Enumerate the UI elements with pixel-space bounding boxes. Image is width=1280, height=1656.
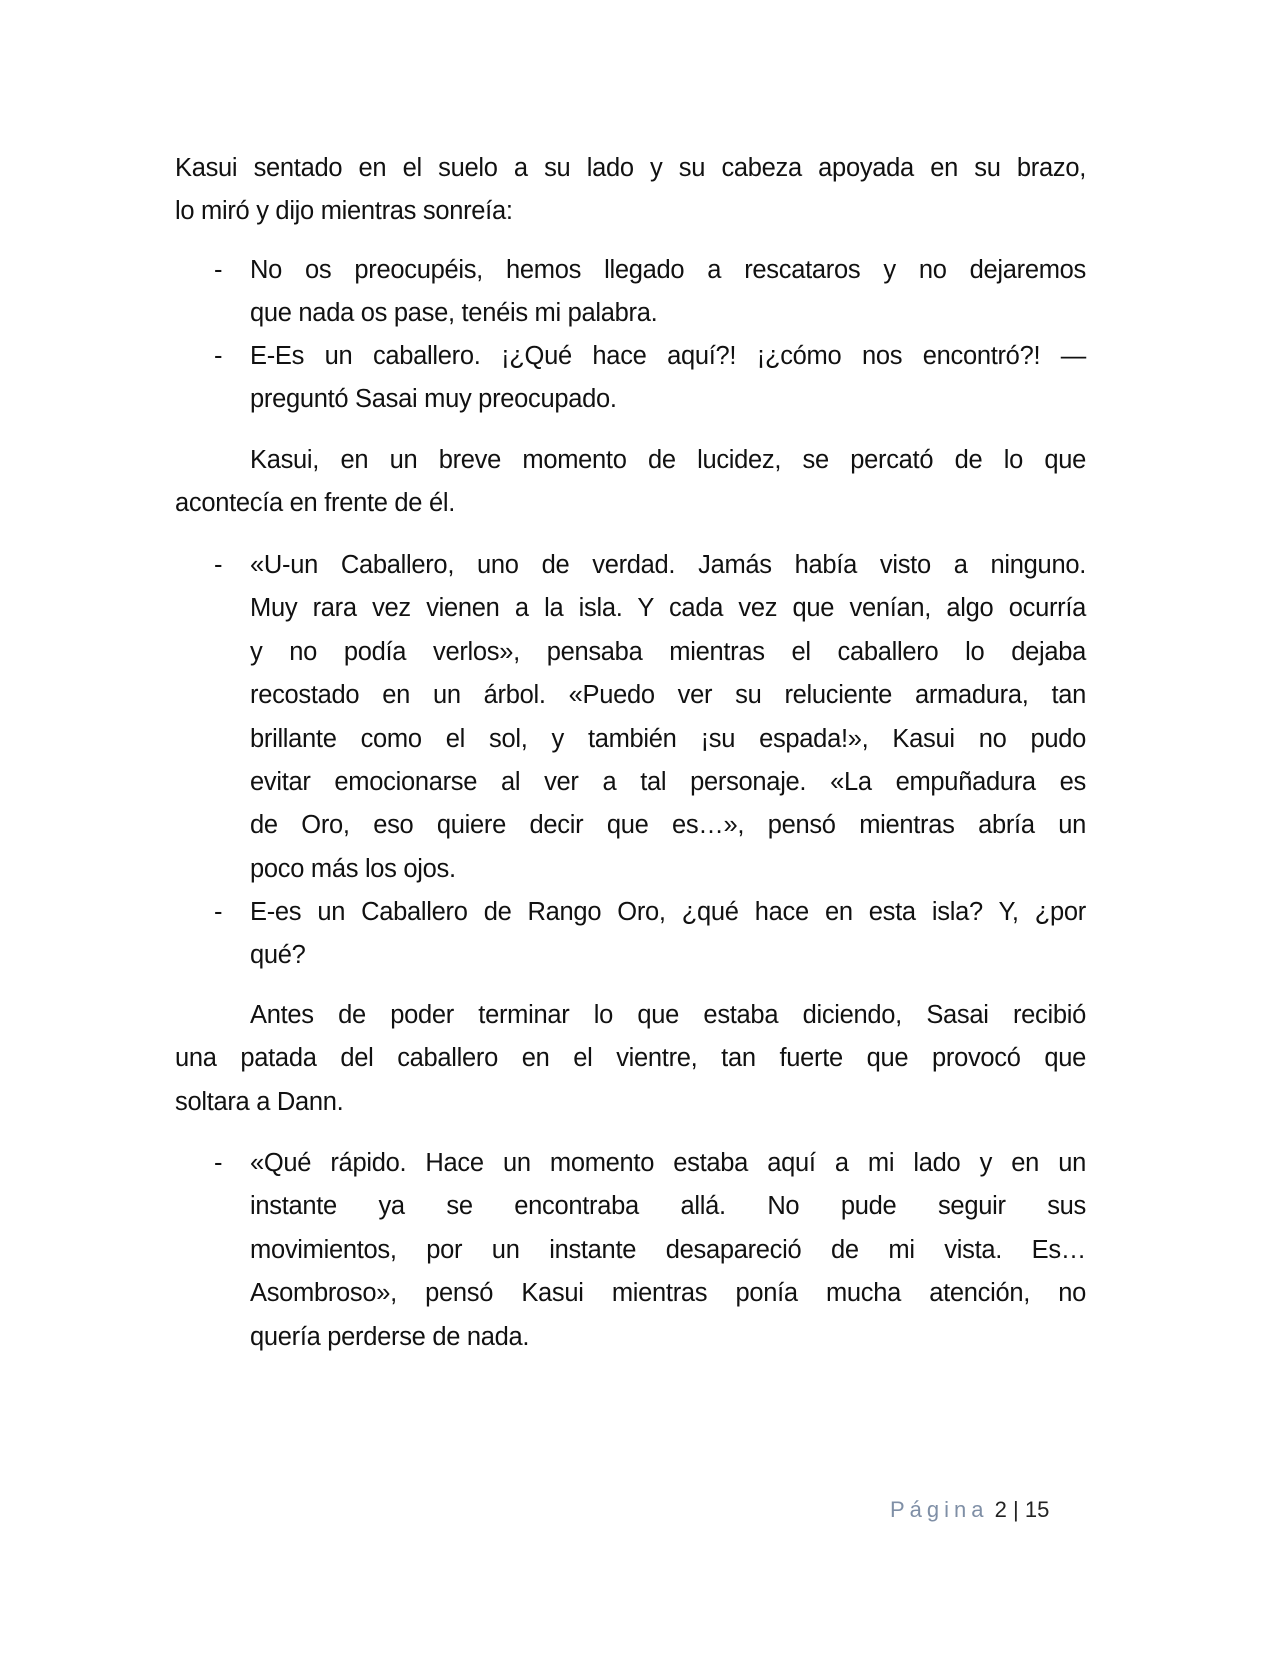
page-footer <box>890 1497 1049 1523</box>
text-line: Asombroso», pensó Kasui mientras ponía mucha atención, no <box>250 1279 1086 1308</box>
text-line: Kasui, en un breve momento de lucidez, se percató de lo que <box>250 446 1086 474</box>
page-separator: | <box>1013 1497 1019 1522</box>
dialogue-item <box>175 891 1086 978</box>
paragraph <box>175 147 1086 234</box>
text-line: E-Es un caballero. ¡¿Qué hace aquí?! ¡¿cómo nos encontró?! — <box>250 342 1086 370</box>
text-line: acontecía en frente de él. <box>175 489 455 518</box>
text-line: «Qué rápido. Hace un momento estaba aquí a mi lado y en un <box>250 1149 1086 1177</box>
dialogue-dash: - <box>214 1149 223 1177</box>
dialogue-dash: - <box>214 342 223 370</box>
dialogue-item <box>175 544 1086 891</box>
dialogue-dash: - <box>214 898 223 926</box>
text-line: Antes de poder terminar lo que estaba diciendo, Sasai recibió <box>250 1001 1086 1029</box>
paragraph <box>175 439 1086 526</box>
text-line: una patada del caballero en el vientre, tan fuerte que provocó que <box>175 1044 1086 1073</box>
text-line: que nada os pase, tenéis mi palabra. <box>250 299 658 328</box>
text-line: quería perderse de nada. <box>250 1322 530 1351</box>
text-line: preguntó Sasai muy preocupado. <box>250 385 617 414</box>
dialogue-dash: - <box>214 256 223 284</box>
text-line: de Oro, eso quiere decir que es…», pensó mientras abría un <box>250 811 1086 840</box>
text-line: poco más los ojos. <box>250 854 456 883</box>
dialogue-item <box>175 249 1086 336</box>
dialogue-dash: - <box>214 551 223 579</box>
page-total: 15 <box>1024 1497 1050 1522</box>
text-line: movimientos, por un instante desapareció de mi vista. Es… <box>250 1235 1086 1264</box>
text-line: Muy rara vez vienen a la isla. Y cada vez que venían, algo ocurría <box>250 594 1086 623</box>
page-label: Página <box>890 1497 989 1522</box>
text-line: recostado en un árbol. «Puedo ver su reluciente armadura, tan <box>250 681 1086 710</box>
text-line: Kasui sentado en el suelo a su lado y su cabeza apoyada en su brazo, <box>175 154 1086 182</box>
dialogue-item <box>175 335 1086 422</box>
text-line: y no podía verlos», pensaba mientras el caballero lo dejaba <box>250 637 1086 666</box>
text-line: lo miró y dijo mientras sonreía: <box>175 197 513 226</box>
text-line: No os preocupéis, hemos llegado a rescataros y no dejaremos <box>250 256 1086 284</box>
dialogue-item <box>175 1142 1086 1359</box>
page-number: 2 <box>994 1497 1007 1522</box>
text-line: qué? <box>250 941 306 970</box>
paragraph <box>175 994 1086 1124</box>
text-line: soltara a Dann. <box>175 1087 344 1116</box>
text-line: evitar emocionarse al ver a tal personaje. «La empuñadura es <box>250 768 1086 797</box>
text-line: «U-un Caballero, uno de verdad. Jamás había visto a ninguno. <box>250 551 1086 579</box>
text-line: E-es un Caballero de Rango Oro, ¿qué hace en esta isla? Y, ¿por <box>250 898 1086 926</box>
text-line: brillante como el sol, y también ¡su espada!», Kasui no pudo <box>250 724 1086 753</box>
text-line: instante ya se encontraba allá. No pude seguir sus <box>250 1192 1086 1221</box>
